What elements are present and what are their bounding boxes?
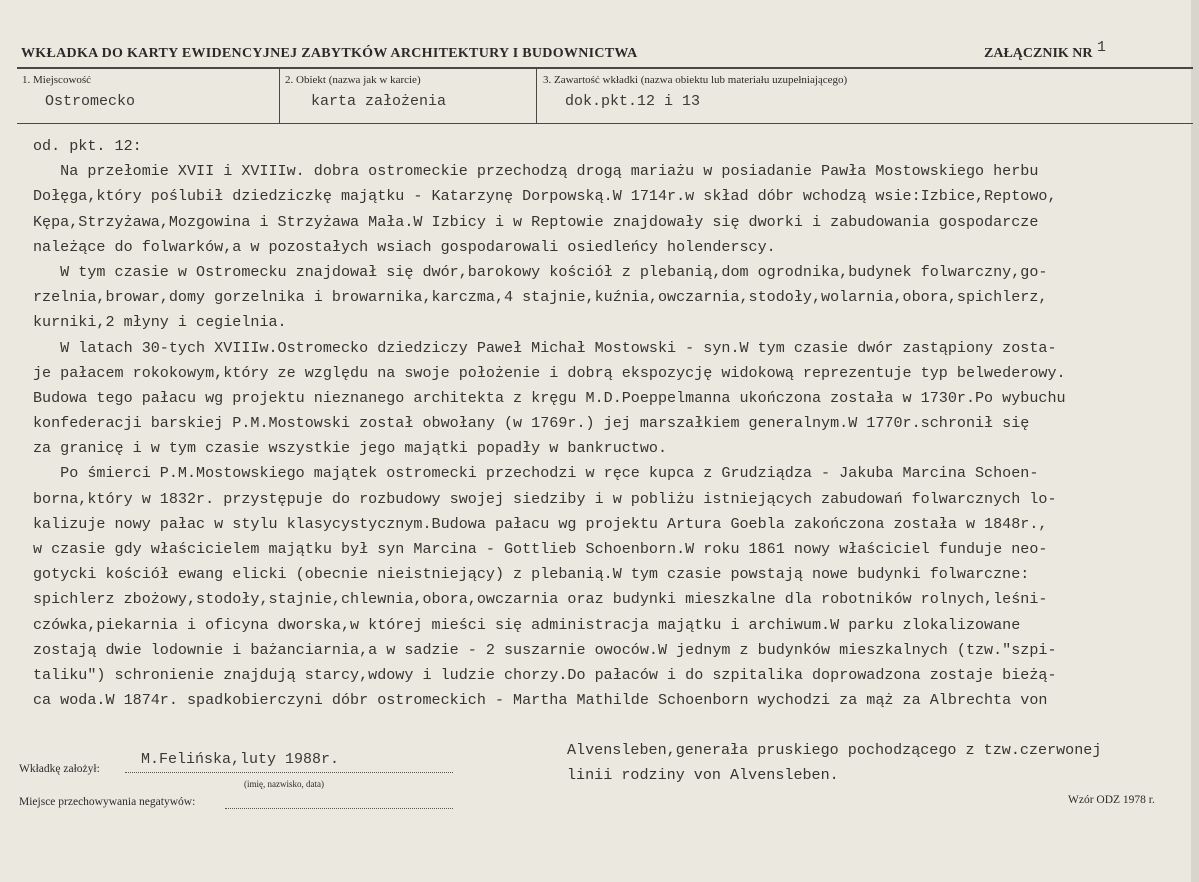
header-rule-top — [17, 67, 1193, 69]
body-line: taliku") schronienie znajdują starcy,wdowy i ludzie chorzy.Do pałaców i do szpitalika doprowadzona zostaje bieżą- — [33, 665, 1057, 684]
field-label-contents: 3. Zawartość wkładki (nazwa obiektu lub materiału uzupełniającego) — [543, 74, 848, 86]
body-line: Budowa tego pałacu wg projektu nieznanego architekta z kręgu M.D.Poeppelmanna ukończona została w 1730r.Po wybuchu — [33, 388, 1066, 407]
field-label-object: 2. Obiekt (nazwa jak w karcie) — [285, 74, 421, 86]
founder-hint: (imię, nazwisko, data) — [244, 779, 324, 789]
body-line: gotycki kościół ewang elicki (obecnie nieistniejący) z plebanią.W tym czasie powstają nowe budynki folwarczne: — [33, 565, 1030, 584]
body-line: je pałacem rokokowym,który ze względu na swoje położenie i dobrą ekspozycję widokową reprezentuje typ belwederowy. — [33, 363, 1066, 382]
field-label-locality: 1. Miejscowość — [22, 74, 92, 86]
body-line: zostają dwie lodownie i bażanciarnia,a w sadzie - 2 suszarnie owoców.W jednym z budynków mieszkalnych (tzw."szpi- — [33, 640, 1057, 659]
body-line: ca woda.W 1874r. spadkobierczyni dóbr ostromeckich - Martha Mathilde Schoenborn wychodzi za mąż za Albrechta von — [33, 691, 1048, 710]
body-line: spichlerz zbożowy,stodoły,stajnie,chlewnia,obora,owczarnia oraz budynki mieszkalne dla robotników rolnych,leśni- — [33, 590, 1048, 609]
field-divider-1 — [279, 68, 280, 124]
founder-underline — [125, 772, 453, 773]
field-value-object: karta założenia — [311, 93, 447, 110]
negatives-underline — [225, 808, 453, 809]
body-tail-line: linii rodziny von Alvensleben. — [567, 766, 839, 785]
founder-value: M.Felińska,luty 1988r. — [141, 751, 340, 768]
header-rule-bottom — [17, 123, 1193, 124]
body-line: kalizuje nowy pałac w stylu klasycystycznym.Budowa pałacu wg projektu Artura Goebla zakończona została w 1848r., — [33, 514, 1048, 533]
body-line: Na przełomie XVII i XVIIIw. dobra ostromeckie przechodzą drogą mariażu w posiadanie Pawła Mostowskiego herbu — [33, 162, 1039, 181]
template-note: Wzór ODZ 1978 r. — [1068, 794, 1155, 806]
negatives-label: Miejsce przechowywania negatywów: — [19, 796, 196, 808]
body-line: Dołęga,który poślubił dziedziczkę majątku - Katarzynę Dorpowską.W 1714r.w skład dóbr wchodzą wsie:Izbice,Reptowo, — [33, 187, 1057, 206]
field-value-locality: Ostromecko — [45, 93, 136, 110]
field-divider-2 — [536, 68, 537, 124]
body-line: W tym czasie w Ostromecku znajdował się dwór,barokowy kościół z plebanią,dom ogrodnika,budynek folwarczny,go- — [33, 262, 1048, 281]
body-line: Kępa,Strzyżawa,Mozgowina i Strzyżawa Mała.W Izbicy i w Reptowie znajdowały się dworki i zabudowania gospodarcze — [33, 212, 1039, 231]
body-line: w czasie gdy właścicielem majątku był syn Marcina - Gottlieb Schoenborn.W roku 1861 nowy właściciel funduje neo- — [33, 540, 1048, 558]
attachment-number: 1 — [1097, 39, 1107, 56]
body-line: borna,który w 1832r. przystępuje do rozbudowy swojej siedziby i w pobliżu istniejących zabudowań folwarcznych lo- — [33, 489, 1057, 508]
body-line: konfederacji barskiej P.M.Mostowski został obwołany (w 1769r.) jej marszałkiem generalnym.W 1770r.schronił się — [33, 414, 1030, 433]
body-line: Po śmierci P.M.Mostowskiego majątek ostromecki przechodzi w ręce kupca z Grudziądza - Jakuba Marcina Schoen- — [33, 464, 1039, 483]
body-line: należące do folwarków,a w pozostałych wsiach gospodarowali osiedleńcy holenderscy. — [33, 237, 776, 256]
body-line: rzelnia,browar,domy gorzelnika i browarnika,karczma,4 stajnie,kuźnia,owczarnia,stodoły,wolarnia,obora,spichlerz, — [33, 288, 1048, 307]
attachment-label: ZAŁĄCZNIK NR — [984, 46, 1093, 61]
body-line: kurniki,2 młyny i cegielnia. — [33, 313, 287, 332]
document-title: WKŁADKA DO KARTY EWIDENCYJNEJ ZABYTKÓW ARCHITEKTURY I BUDOWNICTWA — [21, 46, 638, 61]
typed-body-tail — [567, 738, 1101, 788]
body-line: od. pkt. 12: — [33, 137, 142, 155]
body-tail-line: Alvensleben,generała pruskiego pochodzącego z tzw.czerwonej — [567, 741, 1102, 759]
founder-label: Wkładkę założył: — [19, 763, 100, 775]
typed-body-text — [33, 134, 1193, 713]
field-value-contents: dok.pkt.12 i 13 — [565, 93, 701, 110]
body-line: czówka,piekarnia i oficyna dworska,w której mieści się administracja majątku i archiwum.W parku zlokalizowane — [33, 615, 1021, 634]
body-line: W latach 30-tych XVIIIw.Ostromecko dziedziczy Paweł Michał Mostowski - syn.W tym czasie dwór zastąpiony zosta- — [33, 338, 1057, 357]
body-line: za granicę i w tym czasie wszystkie jego majątki popadły w bankructwo. — [33, 439, 668, 458]
